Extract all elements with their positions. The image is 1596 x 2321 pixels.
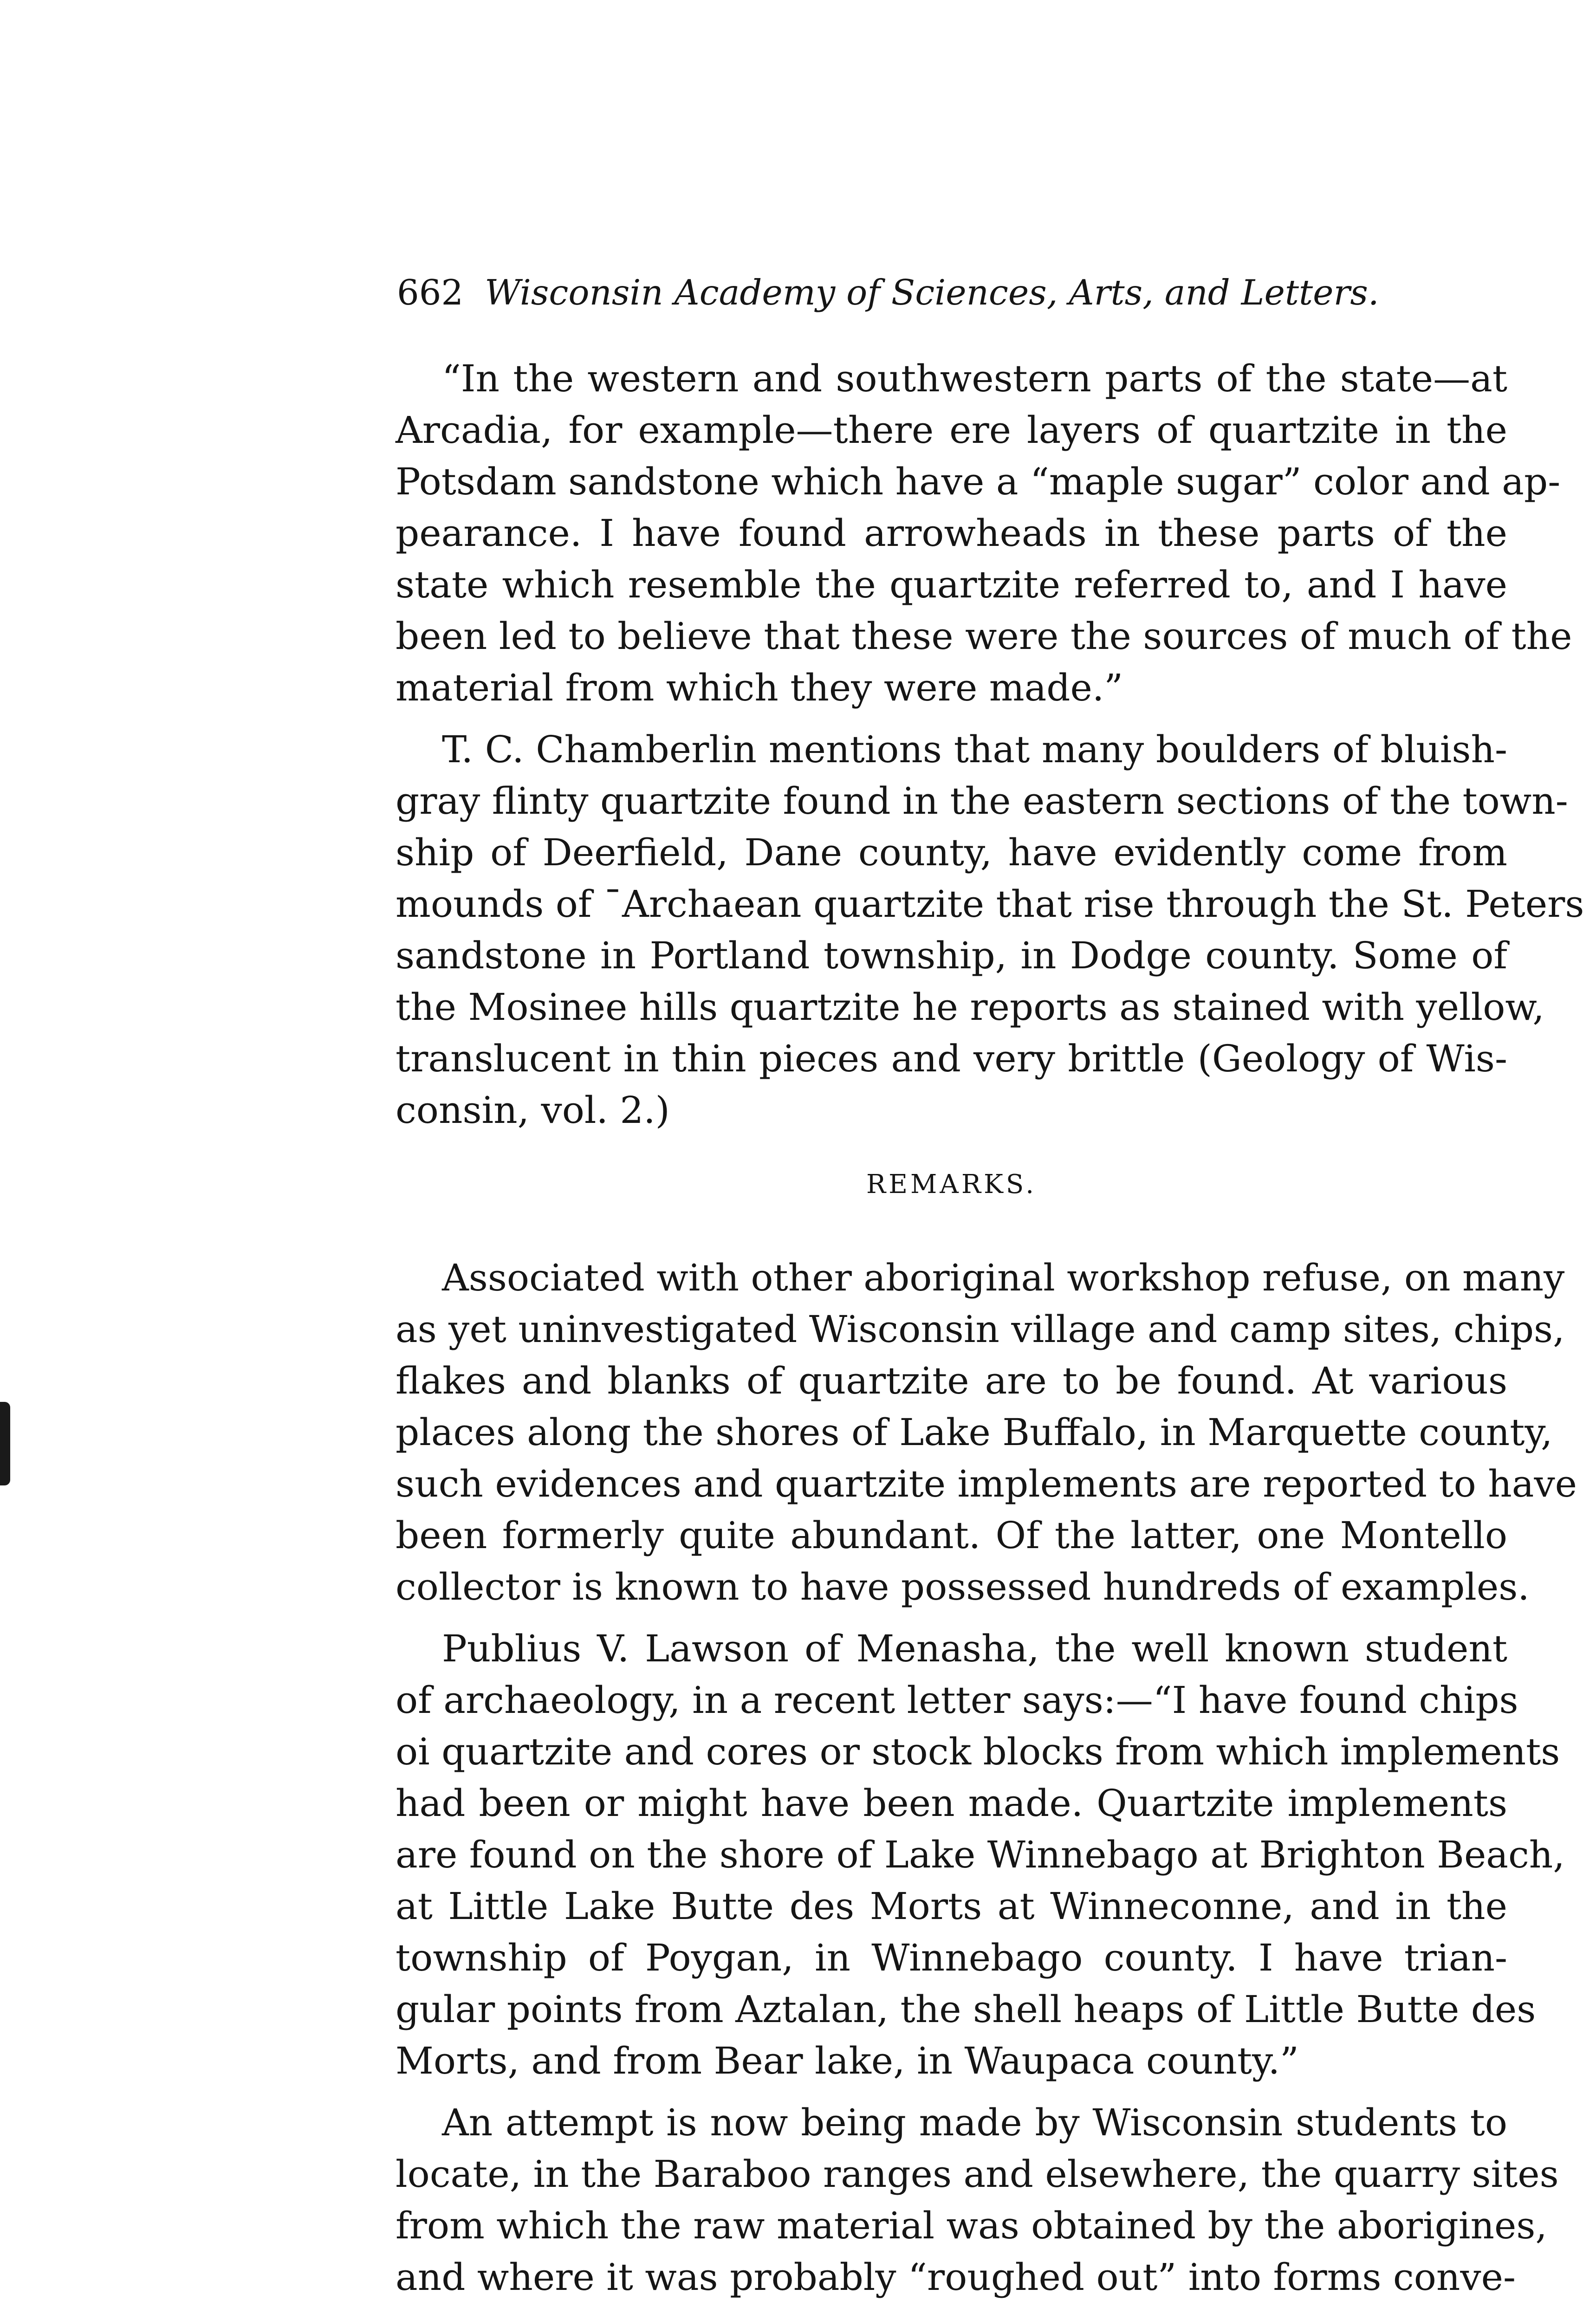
text-line: An attempt is now being made by Wisconsin students to xyxy=(442,2101,1507,2144)
text-line: the Mosinee hills quartzite he reports as stained with yellow, xyxy=(396,985,1544,1029)
text-line: Publius V. Lawson of Menasha, the well known student xyxy=(442,1627,1507,1670)
text-line: Potsdam sandstone which have a “maple sugar” color and ap- xyxy=(396,460,1561,503)
text-line: are found on the shore of Lake Winnebago at Brighton Beach, xyxy=(396,1833,1565,1876)
text-line: T. C. Chamberlin mentions that many boulders of bluish- xyxy=(442,728,1507,771)
text-line: Morts, and from Bear lake, in Waupaca county.” xyxy=(396,2039,1299,2082)
section-heading-remarks: REMARKS. xyxy=(866,1169,1037,1199)
text-line: had been or might have been made. Quartzite implements xyxy=(396,1782,1507,1825)
text-line: pearance. I have found arrowheads in these parts of the xyxy=(396,512,1507,555)
paragraph-lawson xyxy=(396,1623,1565,2087)
page-number: 662 xyxy=(397,272,464,313)
text-line: Associated with other aboriginal workshop refuse, on many xyxy=(442,1256,1565,1299)
text-line: locate, in the Baraboo ranges and elsewhere, the quarry sites xyxy=(396,2152,1559,2196)
text-line: flakes and blanks of quartzite are to be found. At various xyxy=(396,1359,1507,1402)
text-line: township of Poygan, in Winnebago county. I have trian- xyxy=(396,1936,1507,1979)
body-text xyxy=(396,353,1584,2303)
text-line: mounds of ˉArchaean quartzite that rise through the St. Peters xyxy=(396,882,1584,926)
text-line: oi quartzite and cores or stock blocks from which implements xyxy=(396,1730,1560,1773)
text-line: and where it was probably “roughed out” into forms conve- xyxy=(396,2256,1516,2299)
paragraph-quote-arcadia xyxy=(396,353,1572,713)
text-line: of archaeology, in a recent letter says:—“I have found chips xyxy=(396,1679,1518,1722)
text-line: ship of Deerfield, Dane county, have evidently come from xyxy=(396,831,1507,874)
text-line: consin, vol. 2.) xyxy=(396,1089,670,1132)
text-line: been led to believe that these were the sources of much of the xyxy=(396,615,1572,658)
text-line: at Little Lake Butte des Morts at Winneconne, and in the xyxy=(396,1885,1507,1928)
journal-title: Wisconsin Academy of Sciences, Arts, and Letters. xyxy=(485,272,1379,313)
text-line: “In the western and southwestern parts of the state—at xyxy=(442,357,1507,400)
text-line: collector is known to have possessed hundreds of examples. xyxy=(396,1565,1530,1608)
paragraph-chamberlin xyxy=(396,724,1584,1136)
text-line: material from which they were made.” xyxy=(396,666,1123,709)
text-line: Arcadia, for example—there ere layers of quartzite in the xyxy=(396,408,1507,452)
paragraph-associated xyxy=(396,1252,1577,1613)
text-line: state which resemble the quartzite referred to, and I have xyxy=(396,563,1507,606)
paragraph-attempt xyxy=(396,2097,1559,2303)
text-line: such evidences and quartzite implements are reported to have xyxy=(396,1462,1577,1505)
text-line: gray flinty quartzite found in the eastern sections of the town- xyxy=(396,779,1568,823)
text-line: gular points from Aztalan, the shell heaps of Little Butte des xyxy=(396,1988,1536,2031)
binding-edge-mark xyxy=(0,1402,10,1485)
text-line: sandstone in Portland township, in Dodge county. Some of xyxy=(396,934,1507,977)
text-line: from which the raw material was obtained by the aborigines, xyxy=(396,2204,1547,2247)
running-header xyxy=(397,269,1511,316)
text-line: translucent in thin pieces and very brittle (Geology of Wis- xyxy=(396,1037,1507,1080)
text-line: places along the shores of Lake Buffalo, in Marquette county, xyxy=(396,1411,1553,1454)
text-line: been formerly quite abundant. Of the latter, one Montello xyxy=(396,1514,1507,1557)
text-line: as yet uninvestigated Wisconsin village and camp sites, chips, xyxy=(396,1308,1565,1351)
